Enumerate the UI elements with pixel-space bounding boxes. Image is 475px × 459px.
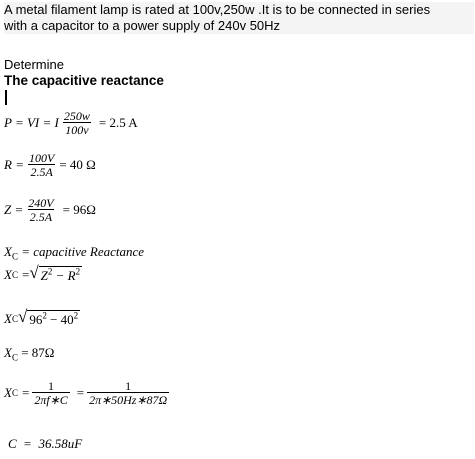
eq6-sq2: 2 (73, 310, 79, 321)
eq3-lhs: Z = (4, 202, 24, 217)
eq8-den1: 2πf∗C (34, 393, 68, 407)
eq4-rhs: = capacitive Reactance (21, 244, 145, 259)
eq1-fraction (62, 110, 92, 136)
eq4-sub: C (11, 251, 18, 262)
problem-statement (4, 2, 474, 34)
eq7-x: X (4, 345, 12, 360)
eq5-minus: − R (55, 268, 76, 283)
eq3-fraction (26, 197, 55, 223)
eq9-eq: = (23, 436, 32, 451)
eq3-den: 2.5A (29, 210, 53, 224)
equation-resistance (4, 152, 96, 178)
eq6-x: X (4, 310, 12, 326)
eq4-x: X (4, 244, 12, 259)
equation-capacitance-result (4, 436, 82, 452)
eq2-lhs: R = (4, 157, 24, 172)
equation-xc-value (4, 345, 54, 361)
eq5-x: X (4, 266, 12, 282)
eq6-sq1: 2 (42, 310, 47, 321)
eq9-rhs: 36.58uF (38, 436, 83, 451)
problem-line-2: with a capacitor to a power supply of 240v 50Hz (4, 18, 281, 33)
eq8-eq: = (21, 385, 30, 400)
eq8-den2: 2π∗50Hz∗87Ω (89, 393, 168, 407)
eq2-rhs: = 40 Ω (59, 157, 96, 172)
eq8-num2: 1 (125, 379, 132, 393)
eq1-rhs: = 2.5 A (98, 115, 138, 130)
eq6-minus: − 40 (50, 312, 74, 327)
equation-xc-definition (4, 244, 144, 260)
eq5-sqrt: √ $Z^2 - R^2$ (29, 263, 81, 283)
eq2-den: 2.5A (30, 165, 53, 179)
equation-xc-sqrt: X C = √ $Z^2 - R^2$ (4, 263, 81, 283)
eq1-num: 250w (63, 109, 90, 123)
eq9-lhs: C (8, 436, 17, 451)
eq7-rhs: = 87Ω (21, 345, 55, 360)
eq5-sq1: 2 (47, 266, 53, 277)
eq5-sq2: 2 (75, 266, 81, 277)
eq8-fraction-1 (32, 380, 69, 406)
text-cursor (5, 90, 7, 105)
eq5-eq: = (21, 266, 30, 282)
determine-label: Determine (4, 57, 64, 72)
eq3-rhs: = 96Ω (62, 202, 96, 217)
equation-impedance (4, 197, 96, 223)
problem-line-1: A metal filament lamp is rated at 100v,250w .It is to be connected in series (4, 2, 431, 17)
eq3-num: 240V (28, 196, 54, 210)
eq7-sub: C (11, 352, 18, 363)
section-heading: The capacitive reactance (4, 73, 164, 88)
equation-xc-capacitance: X C = $\frac{1}{2\pi f∗C}$ = $\frac{1}{2\pi∗50Hz∗87\Omega}$ (4, 379, 168, 407)
eq1-lhs: P = VI = I (4, 115, 59, 130)
eq5-z: Z (40, 268, 48, 283)
eq8-num1: 1 (48, 379, 55, 393)
eq8-eq2: = (76, 385, 85, 400)
eq8-x: X (4, 385, 12, 400)
eq8-fraction-2 (87, 380, 169, 406)
eq2-num: 100V (28, 151, 55, 165)
eq2-fraction (27, 152, 56, 178)
eq1-den: 100v (65, 123, 89, 137)
equation-xc-numeric-sqrt: X C √ $96^2 - 40^2$ (4, 307, 79, 327)
equation-power (4, 110, 138, 136)
eq6-sqrt: √ $96^2 - 40^2$ (17, 307, 79, 327)
eq6-a: 96 (29, 312, 43, 327)
